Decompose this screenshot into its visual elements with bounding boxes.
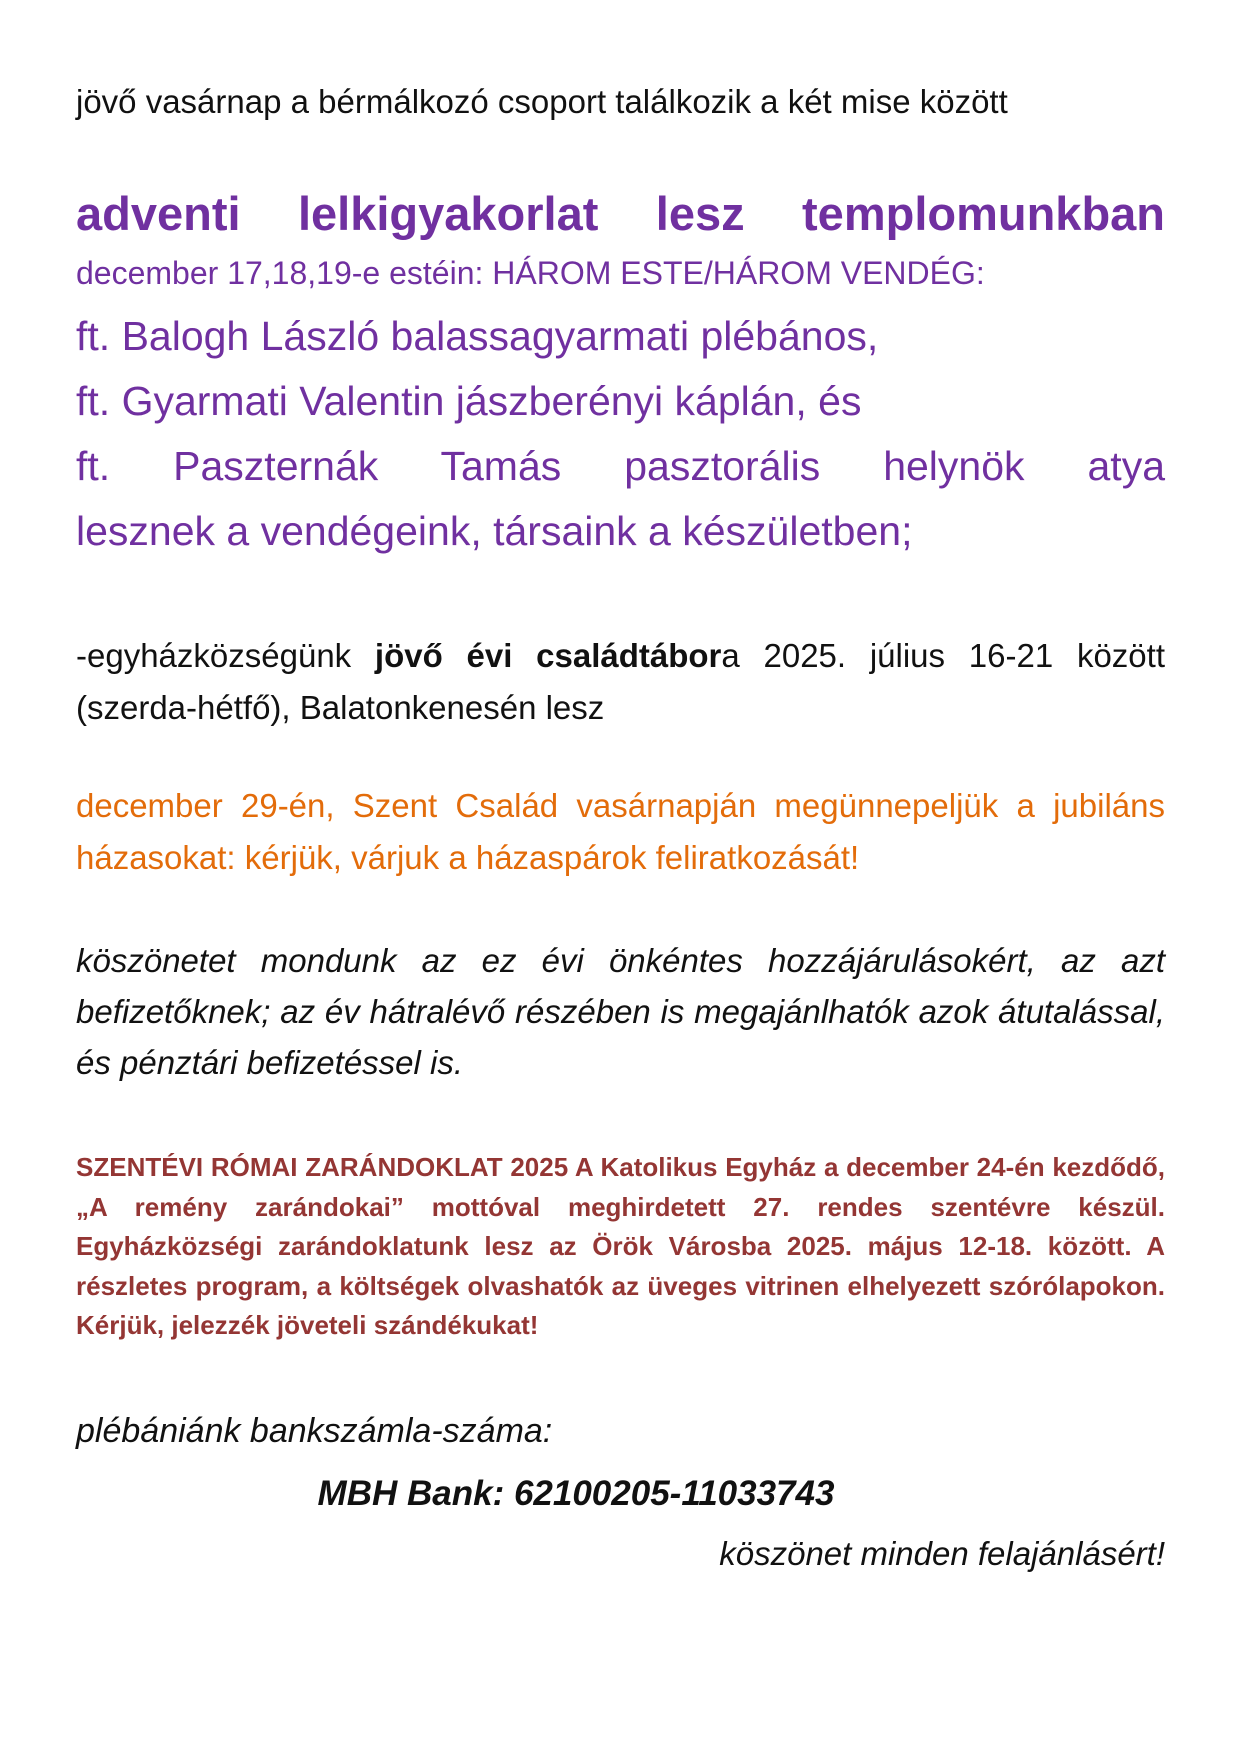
advent-retreat-dates: december 17,18,19-e estéin: HÁROM ESTE/HÁROM VENDÉG: — [76, 255, 985, 291]
pilgrimage-notice: SZENTÉVI RÓMAI ZARÁNDOKLAT 2025 A Katolikus Egyház a december 24-én kezdődő, „A remény zarándokai” mottóval meghirdetett 27. rendes szentévre készül. Egyházközségi zarándoklatunk lesz az Örök Városba 2025. május 12-18. között. A részletes program, a költségek olvashatók az üveges vitrinen elhelyezett szórólapokon. Kérjük, jelezzék jöveteli szándékukat! — [76, 1152, 1165, 1340]
contributions-thanks: köszönetet mondunk az ez évi önkéntes hozzájárulásokért, az azt befizetőknek; az év hátralévő részében is megajánlhatók azok átutalással, és pénztári befizetéssel is. — [76, 942, 1165, 1081]
jubilee-notice: december 29-én, Szent Család vasárnapján megünnepeljük a jubiláns házasokat: kérjük, várjuk a házaspárok feliratkozását! — [76, 787, 1165, 876]
bank-account-label: plébániánk bankszámla-száma: — [76, 1412, 553, 1450]
guests-closing: lesznek a vendégeink, társaink a készületben; — [76, 508, 913, 554]
confirmation-group-notice: jövő vasárnap a bérmálkozó csoport találkozik a két mise között — [76, 83, 1008, 120]
family-camp-bold: jövő évi családtábor — [374, 637, 722, 674]
guest-1: ft. Balogh László balassagyarmati plébános, — [76, 313, 879, 359]
guest-2: ft. Gyarmati Valentin jászberényi káplán, és — [76, 378, 862, 424]
family-camp-prefix: -egyházközségünk — [76, 637, 375, 674]
bank-account-number: MBH Bank: 62100205-11033743 — [317, 1474, 835, 1513]
offering-thanks: köszönet minden felajánlásért! — [719, 1535, 1165, 1572]
family-camp-suffix: a 2025. július 16-21 között (szerda-hétfő), Balatonkenesén lesz — [76, 637, 1165, 726]
guest-3: ft. Paszternák Tamás pasztorális helynök atya — [76, 443, 1165, 489]
family-camp-notice — [76, 630, 1165, 734]
advent-retreat-heading: adventi lelkigyakorlat lesz templomunkban — [76, 187, 1165, 240]
